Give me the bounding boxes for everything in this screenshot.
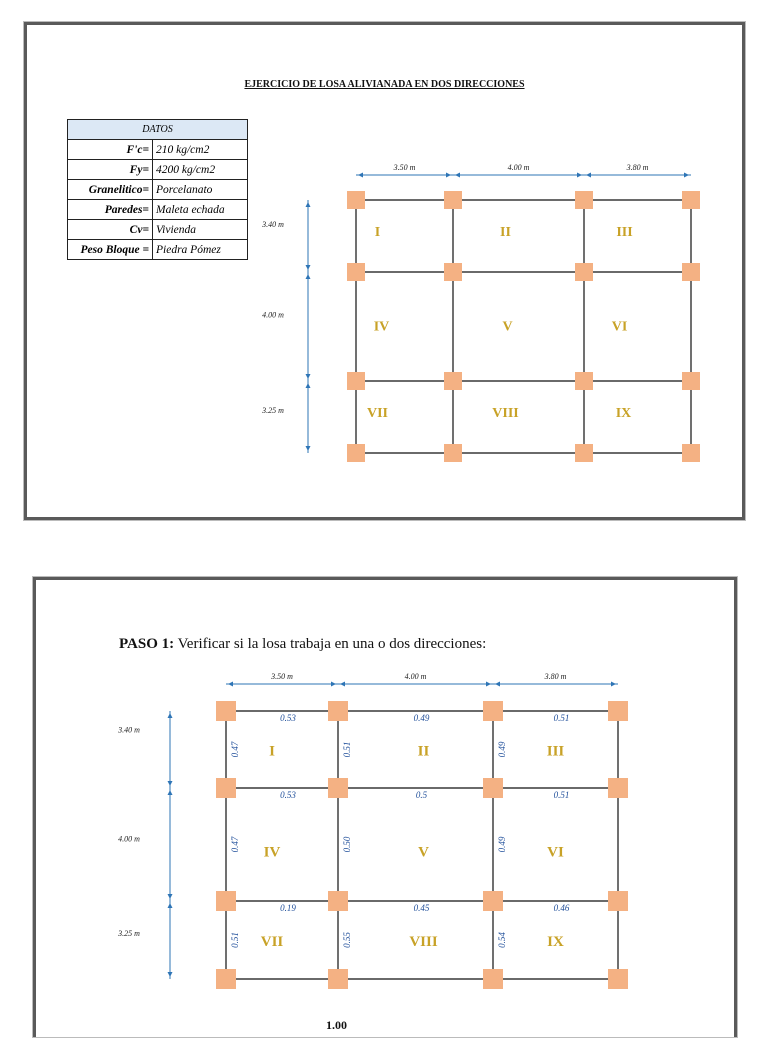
column-square: [682, 263, 700, 281]
dimension-arrow: [306, 265, 311, 270]
data-value: Maleta echada: [153, 200, 248, 220]
dimension-label: 4.00 m: [118, 834, 140, 844]
dimension-arrow: [306, 383, 311, 388]
data-table-header: DATOS: [68, 120, 248, 140]
slab-plan-1: [27, 25, 748, 523]
footer-formula-fragment: 1.00: [326, 1018, 347, 1032]
dimension-arrow: [495, 682, 500, 687]
column-square: [483, 891, 503, 911]
column-square: [608, 969, 628, 989]
data-key: Granelitico=: [68, 180, 153, 200]
panel-label: I: [374, 225, 381, 240]
column-square: [347, 263, 365, 281]
ratio-label: 0.49: [497, 741, 507, 758]
dimension-arrow: [684, 173, 689, 178]
dimension-arrow: [340, 682, 345, 687]
data-key: Peso Bloque =: [68, 240, 153, 260]
dimension-arrow: [168, 894, 173, 899]
ratio-label: 0.53: [280, 713, 296, 723]
dimension-arrow: [577, 173, 582, 178]
dimension-arrow: [168, 781, 173, 786]
ratio-label: 0.55: [342, 932, 352, 948]
step-text: Verificar si la losa trabaja en una o dos direcciones:: [174, 636, 487, 652]
ratio-label: 0.50: [342, 836, 352, 853]
column-square: [682, 444, 700, 462]
dimension-arrow: [168, 903, 173, 908]
ratio-label: 0.53: [280, 790, 296, 800]
exercise-title: EJERCICIO DE LOSA ALIVIANADA EN DOS DIRECCIONES: [244, 79, 525, 90]
column-square: [328, 891, 348, 911]
column-square: [347, 444, 365, 462]
dimension-arrow: [586, 173, 591, 178]
panel-label: VII: [260, 934, 284, 950]
panel-label: VIII: [409, 934, 438, 950]
ratio-label: 0.51: [342, 741, 352, 758]
dimension-label: 3.40 m: [262, 220, 284, 229]
ratio-label: 0.51: [553, 790, 570, 800]
ratio-label: 0.54: [497, 932, 507, 948]
ratio-label: 0.51: [230, 932, 240, 948]
ratio-label: 0.47: [230, 741, 240, 758]
column-square: [328, 969, 348, 989]
column-square: [682, 191, 700, 209]
panel-label: II: [500, 225, 511, 240]
panel-label: IV: [373, 319, 390, 335]
column-square: [216, 969, 236, 989]
data-key: Cv=: [68, 220, 153, 240]
ratio-label: 0.19: [280, 903, 296, 913]
column-square: [483, 969, 503, 989]
dimension-label: 3.25 m: [262, 406, 284, 415]
dimension-arrow: [168, 972, 173, 977]
column-square: [347, 191, 365, 209]
column-square: [608, 778, 628, 798]
column-square: [216, 701, 236, 721]
dimension-label: 3.80 m: [626, 163, 649, 172]
column-square: [444, 372, 462, 390]
column-square: [682, 372, 700, 390]
panel-label: VII: [366, 406, 389, 421]
ratio-label: 0.49: [497, 836, 507, 853]
dimension-arrow: [306, 446, 311, 451]
ratio-label: 0.45: [413, 903, 430, 913]
data-key: Paredes=: [68, 200, 153, 220]
panel-label: IX: [547, 934, 564, 950]
dimension-label: 4.00 m: [262, 310, 284, 320]
dimension-arrow: [358, 173, 363, 178]
dimension-label: 3.40 m: [118, 725, 140, 735]
column-square: [216, 891, 236, 911]
dimension-arrow: [611, 682, 616, 687]
dimension-arrow: [306, 202, 311, 207]
data-key: Fy=: [68, 160, 153, 180]
column-square: [216, 778, 236, 798]
dimension-arrow: [446, 173, 451, 178]
panel-label: VIII: [492, 406, 519, 421]
dimension-arrow: [306, 374, 311, 379]
column-square: [444, 263, 462, 281]
panel-label: IX: [615, 406, 632, 421]
panel-label: IV: [263, 844, 281, 861]
dimension-arrow: [486, 682, 491, 687]
panel-label: V: [418, 844, 429, 861]
column-square: [575, 444, 593, 462]
column-square: [444, 191, 462, 209]
dimension-label: 3.80 m: [544, 672, 567, 681]
panel-label: V: [502, 319, 513, 335]
column-square: [483, 778, 503, 798]
dimension-label: 3.50 m: [393, 163, 416, 172]
panel-label: I: [269, 743, 275, 760]
data-key: F'c=: [68, 140, 153, 160]
data-value: 4200 kg/cm2: [153, 160, 248, 180]
column-square: [483, 701, 503, 721]
dimension-label: 4.00 m: [404, 672, 427, 681]
panel-label: II: [417, 743, 430, 760]
data-value: Piedra Pómez: [153, 240, 248, 260]
column-square: [608, 701, 628, 721]
dimension-arrow: [455, 173, 460, 178]
ratio-label: 0.47: [230, 836, 240, 853]
panel-label: VI: [611, 319, 628, 335]
column-square: [444, 444, 462, 462]
dimension-arrow: [331, 682, 336, 687]
column-square: [608, 891, 628, 911]
dimension-label: 4.00 m: [507, 163, 530, 172]
ratio-label: 0.5: [415, 790, 428, 800]
dimension-arrow: [228, 682, 233, 687]
dimension-label: 3.50 m: [271, 672, 293, 681]
dimension-arrow: [168, 713, 173, 718]
column-square: [347, 372, 365, 390]
document-page-1: [24, 22, 745, 520]
ratio-label: 0.51: [553, 713, 570, 723]
column-square: [328, 778, 348, 798]
slab-plan-2: [36, 580, 740, 1040]
step-label: PASO 1:: [119, 636, 175, 652]
data-value: 210 kg/cm2: [153, 140, 248, 160]
ratio-label: 0.49: [413, 713, 430, 723]
column-square: [328, 701, 348, 721]
dimension-arrow: [168, 790, 173, 795]
data-value: Vivienda: [153, 220, 248, 240]
dimension-arrow: [306, 274, 311, 279]
panel-label: III: [616, 225, 633, 240]
dimension-label: 3.25 m: [118, 929, 140, 938]
column-square: [575, 191, 593, 209]
ratio-label: 0.46: [553, 903, 570, 913]
column-square: [575, 263, 593, 281]
data-value: Porcelanato: [153, 180, 248, 200]
column-square: [575, 372, 593, 390]
panel-label: VI: [547, 844, 564, 861]
document-page-2: [33, 577, 737, 1037]
panel-label: III: [546, 743, 565, 760]
